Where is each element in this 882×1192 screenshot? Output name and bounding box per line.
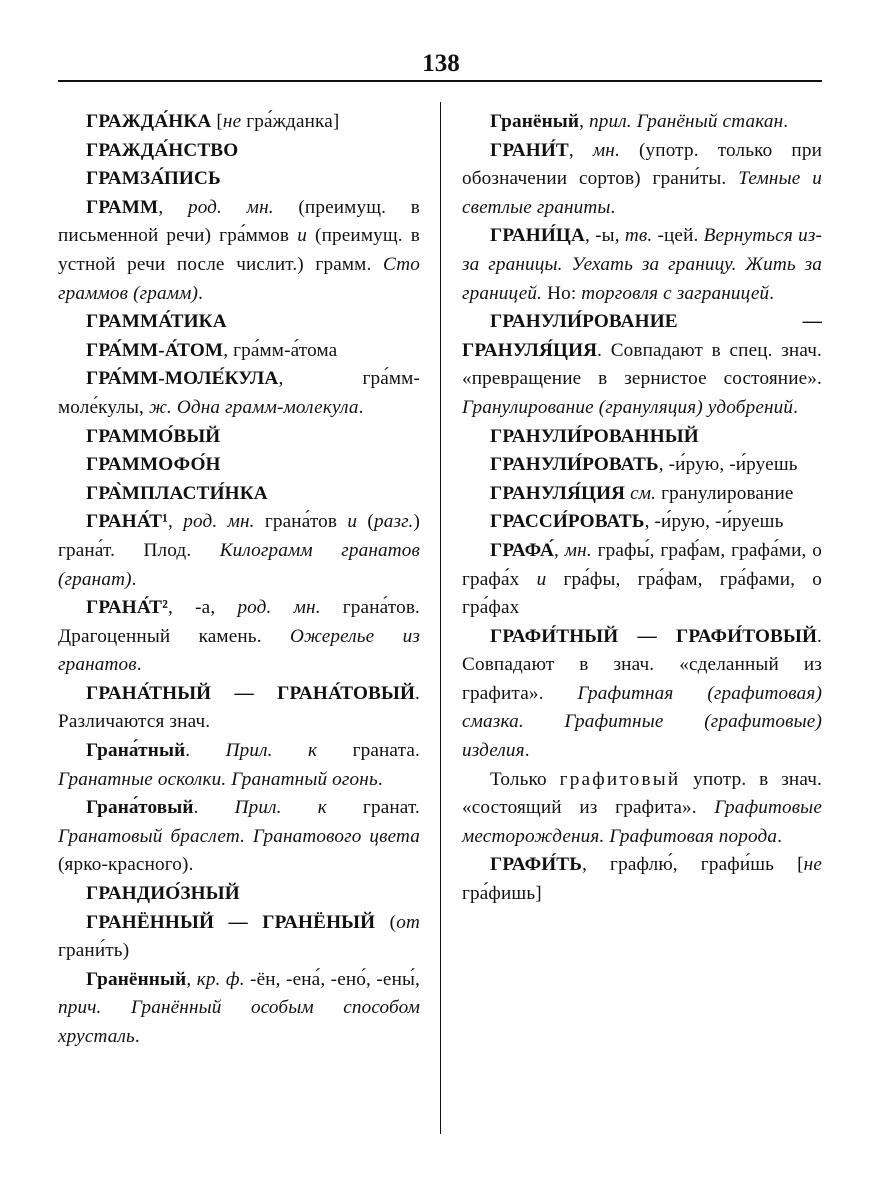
italic-text: Прил. к [225, 740, 318, 762]
entry-text: . [131, 568, 137, 590]
headword: ГРАНА́Т² [86, 597, 169, 619]
dictionary-entry [462, 423, 822, 452]
italic-text: и [347, 511, 358, 533]
dictionary-entry [58, 194, 420, 308]
italic-text: и [536, 568, 547, 590]
italic-text: Темные и светлые граниты [462, 168, 822, 218]
headword: ГРА̀МПЛАСТИ́НКА [86, 482, 268, 504]
dictionary-entry [58, 108, 420, 137]
italic-text: и [297, 225, 307, 247]
dictionary-entry [58, 909, 420, 966]
entry-text: , гра́мм-а́тома [223, 339, 338, 361]
entry-text: . [769, 282, 775, 304]
headword: ГРАНУЛИ́РОВАТЬ [490, 454, 659, 476]
headword: ГРАММ [86, 196, 159, 218]
entry-text: . [185, 740, 226, 762]
entry-text: . Совпадают в спец. знач. «превращение в зернистое состояние». [462, 339, 822, 390]
headword: ГРАММО́ВЫЙ [86, 425, 221, 447]
page-number: 138 [422, 50, 460, 77]
italic-text: Графитовые месторождения. Графитовая порода [462, 797, 822, 847]
entry-text: , [168, 511, 184, 533]
entry-text: ( [357, 511, 374, 533]
italic-text: мн. [592, 139, 620, 161]
headword: ГРАНУЛЯ́ЦИЯ [490, 482, 626, 504]
headword: ГРАЖДА́НСТВО [86, 139, 239, 161]
entry-text: . [610, 196, 616, 218]
entry-text: . [358, 396, 364, 418]
italic-text: торговля с заграницей [581, 282, 770, 304]
headword: ГРАФИ́ТЬ [490, 854, 583, 876]
headword: Гранённый [86, 968, 187, 990]
headword: ГРАНА́ТНЫЙ — ГРАНА́ТОВЫЙ [86, 682, 416, 704]
entry-text: (ярко-красного). [58, 854, 194, 876]
entry-text: грани́ть) [58, 940, 130, 962]
headword: ГРАЖДА́НКА [86, 111, 212, 132]
entry-text: , [158, 196, 188, 218]
italic-text: Прил. к [234, 797, 327, 819]
italic-text: Гранатные осколки. Гранатный огонь [58, 768, 378, 790]
italic-text: мн. [564, 539, 592, 561]
entry-text: . [377, 768, 383, 790]
headword: ГРАМЗА́ПИСЬ [86, 168, 221, 190]
dictionary-entry [58, 337, 420, 366]
headword: Гранёный [490, 111, 580, 132]
entry-text: графы́, граф́ам, графа́ми, о графа́х [462, 539, 822, 590]
headword: ГРА́ММ-МОЛЕ́КУЛА [86, 368, 279, 390]
entry-text: (преимущ. в устной речи после числит.) грамм. [58, 225, 420, 275]
italic-text: Вернуться из-за границы. Уехать за границу. Жить за границей. [462, 225, 822, 304]
entry-text: . [777, 825, 783, 847]
dictionary-entry [462, 108, 822, 137]
headword: ГРАССИ́РОВАТЬ [490, 511, 645, 533]
entry-text: [ [211, 111, 223, 132]
dictionary-entry [58, 680, 420, 737]
entry-text: , -и́рую, -и́руешь [644, 511, 784, 533]
entry-text: , -а, [168, 597, 238, 619]
headword: ГРАНИ́ЦА [490, 225, 586, 247]
entry-text: , гра́мм-моле́кулы, [58, 368, 420, 418]
header-rule [58, 80, 822, 82]
entry-text: , -ы, [585, 225, 625, 247]
italic-text: ж. Одна грамм-молекула [148, 396, 359, 418]
entry-text: . [524, 740, 530, 762]
dictionary-entry [58, 480, 420, 509]
italic-text: Ожерелье из гранатов [58, 625, 421, 676]
dictionary-entry [462, 451, 822, 480]
entry-text: -ён, -ена́, -ено́, -ены́, [244, 968, 421, 990]
entry-text: употр. в знач. «состоящий из графита». [462, 768, 822, 819]
italic-text: разг. [373, 511, 414, 533]
entry-text: , [579, 111, 590, 132]
italic-text: Сто граммов (грамм) [58, 253, 420, 304]
entry-text: . Различаются знач. [58, 682, 420, 733]
entry-text: гранат. [326, 797, 420, 819]
italic-text: см. [630, 482, 657, 504]
left-column [58, 108, 420, 1052]
entry-text: . [134, 1026, 140, 1047]
italic-text: прил. Гранёный стакан [589, 111, 784, 132]
italic-text: род. мн. [187, 196, 274, 218]
dictionary-entry [58, 365, 420, 422]
entry-text: . [193, 797, 235, 819]
italic-text: от [396, 911, 420, 933]
dictionary-entry [58, 794, 420, 880]
entry-text: гра́фишь] [462, 883, 542, 905]
entry-text: , графлю́, графи́шь [ [582, 854, 804, 876]
italic-text: не [803, 854, 822, 876]
headword: ГРАММОФО́Н [86, 454, 221, 476]
dictionary-entry [462, 508, 822, 537]
italic-text: Графитная (графитовая) смазка. Графитные (графитовые) изделия [462, 682, 822, 762]
dictionary-entry [462, 308, 822, 422]
spaced-text: графитовый [559, 768, 681, 790]
headword: ГРАНДИО́ЗНЫЙ [86, 883, 240, 905]
headword: Грана́тный [86, 740, 186, 762]
entry-text: гра́фы, гра́фам, гра́фами, о гра́фах [462, 568, 822, 619]
entry-text: гра́жданка] [241, 111, 340, 132]
dictionary-entry [58, 423, 420, 452]
entry-text: ( [375, 911, 397, 933]
italic-text: кр. ф. [196, 968, 245, 990]
entry-text: грана́тов [254, 511, 348, 533]
headword: Грана́товый [86, 797, 194, 819]
dictionary-entry [58, 737, 420, 794]
italic-text: тв. [624, 225, 653, 247]
entry-text: . [136, 654, 142, 676]
dictionary-entry [462, 623, 822, 766]
dictionary-entry [58, 594, 420, 680]
dictionary-entry [58, 508, 420, 594]
entry-text: . [793, 396, 799, 418]
dictionary-entry [462, 537, 822, 623]
italic-text: не [222, 111, 242, 132]
headword: ГРАММА́ТИКА [86, 311, 227, 333]
dictionary-entry [462, 480, 822, 509]
entry-text: , [186, 968, 197, 990]
entry-text: граната. [317, 740, 420, 762]
italic-text: род. мн. [237, 597, 321, 619]
headword: ГРАФИ́ТНЫЙ — ГРАФИ́ТОВЫЙ [490, 625, 818, 647]
entry-text: грана́тов. Драгоценный камень. [58, 597, 420, 647]
italic-text: Гранулирование (грануляция) удобрений [462, 396, 794, 418]
dictionary-entry [58, 137, 420, 166]
italic-text: Гранатовый браслет. Гранатового цвета [58, 825, 420, 847]
column-divider [440, 102, 441, 1134]
italic-text: Килограмм гранатов (гранат) [58, 539, 420, 590]
entry-text: , [554, 539, 565, 561]
entry-text: (употр. только при обозначении сортов) грани́ты. [462, 139, 822, 190]
entry-text: , -и́рую, -и́руешь [658, 454, 798, 476]
headword: ГРАНА́Т¹ [86, 511, 169, 533]
entry-text: Но: [542, 282, 582, 304]
headword: ГРАНУЛИ́РОВАННЫЙ [490, 425, 699, 447]
dictionary-entry [58, 308, 420, 337]
headword: ГРАНЁННЫЙ — ГРАНЁНЫЙ [86, 911, 376, 933]
entry-text: (преимущ. в письменной речи) гра́ммов [58, 196, 420, 247]
headword: ГРАНИ́Т [490, 139, 569, 161]
headword: ГРА́ММ-А́ТОМ [86, 339, 224, 361]
entry-text: . [783, 111, 789, 132]
italic-text: род. мн. [183, 511, 255, 533]
headword: ГРАФА́ [490, 539, 554, 561]
entry-text: . Совпадают в знач. «сделанный из графита». [462, 625, 822, 704]
dictionary-entry [58, 165, 420, 194]
italic-text: прич. Гранённый особым способом хрусталь [58, 997, 420, 1047]
dictionary-entry [462, 851, 822, 908]
entry-text: -цей. [652, 225, 704, 247]
dictionary-entry [58, 880, 420, 909]
dictionary-entry [462, 137, 822, 223]
right-column [462, 108, 822, 909]
dictionary-entry [58, 966, 420, 1052]
dictionary-entry [462, 222, 822, 308]
headword: ГРАНУЛИ́РОВАНИЕ — ГРАНУЛЯ́ЦИЯ [462, 311, 822, 361]
entry-text: Только [490, 768, 560, 790]
dictionary-entry [58, 451, 420, 480]
entry-text: ) грана́т. Плод. [58, 511, 420, 561]
dictionary-entry [462, 766, 822, 852]
entry-text: . [198, 282, 204, 304]
entry-text: гранулирование [656, 482, 794, 504]
entry-text: , [568, 139, 593, 161]
